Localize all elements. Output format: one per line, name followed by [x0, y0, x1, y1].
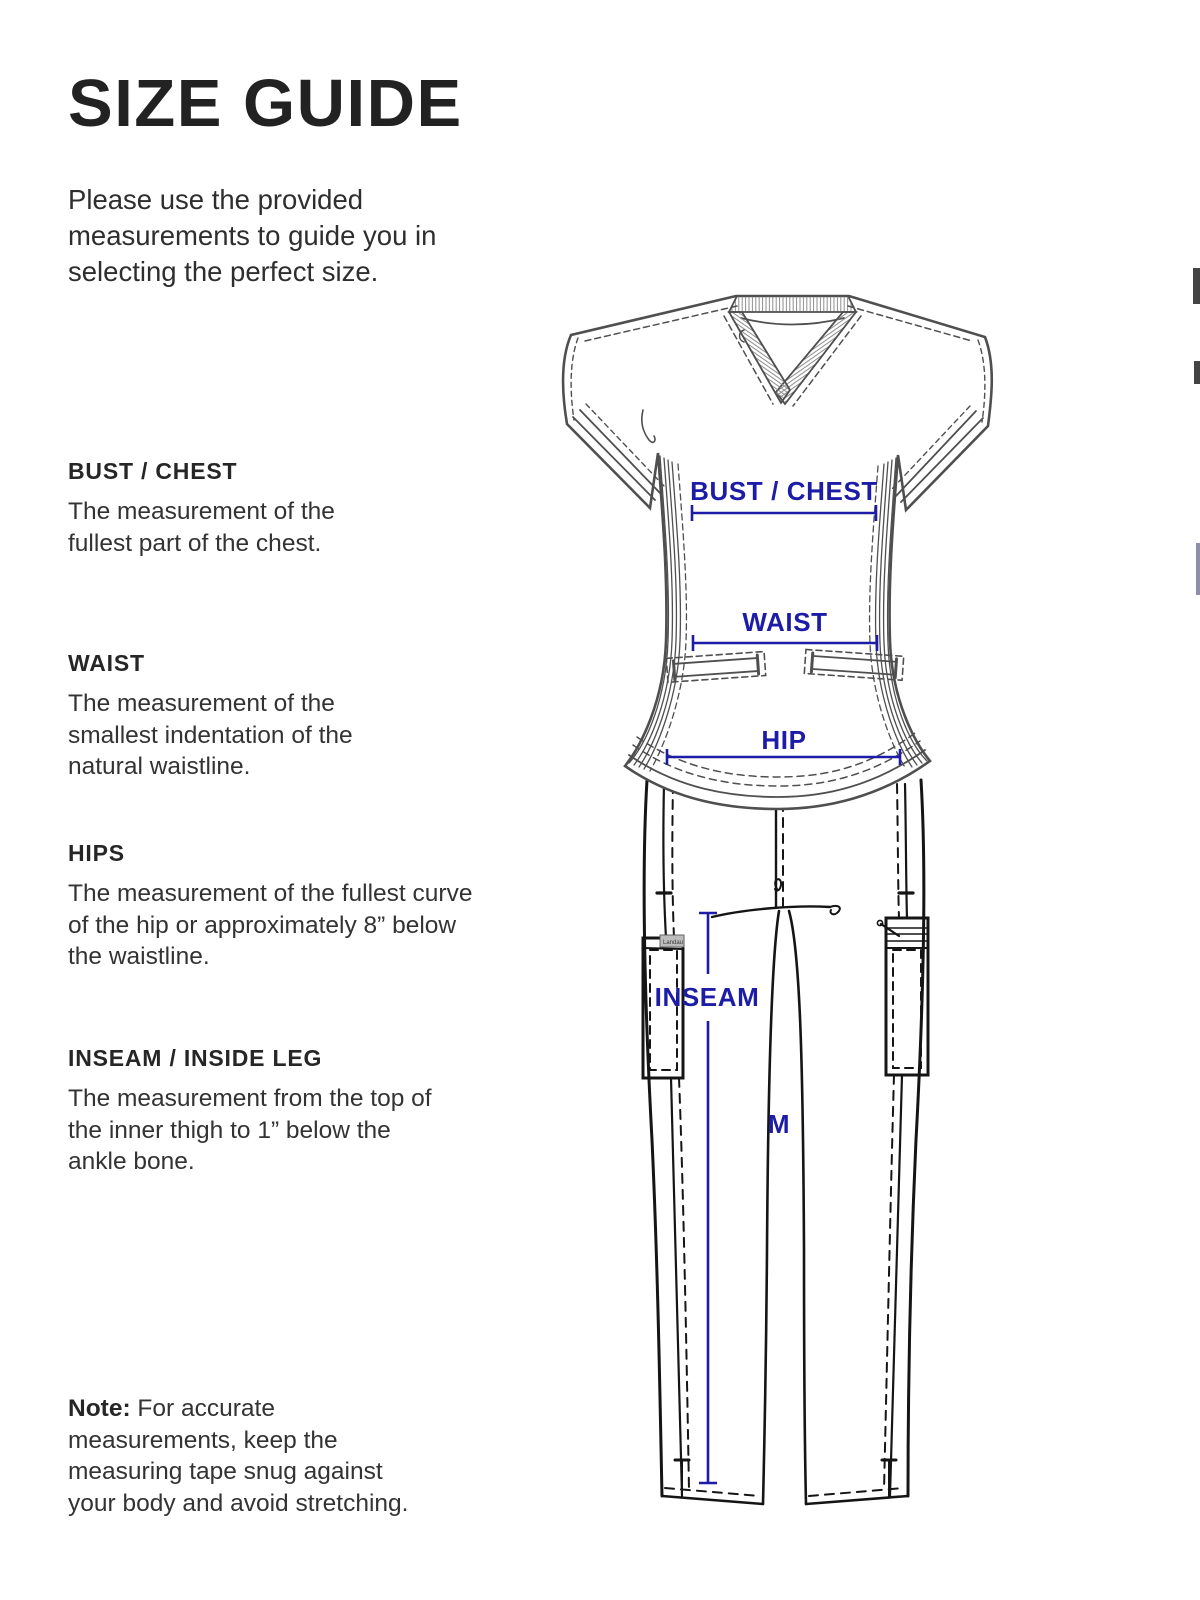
hip-measure-label: HIP	[761, 725, 807, 755]
size-letter-label: M	[767, 1109, 791, 1139]
clipped-content-right-edge	[1193, 268, 1200, 304]
note-text	[68, 1393, 420, 1519]
section-bust-chest	[68, 458, 398, 559]
right-cargo-pocket	[877, 918, 928, 1075]
scrubs-size-diagram	[540, 270, 1010, 1530]
clipped-content-right-edge	[1194, 361, 1200, 384]
section-body: The measurement of the smallest indentation of the natural waistline.	[68, 690, 353, 780]
page-title: SIZE GUIDE	[68, 66, 463, 141]
section-heading: INSEAM / INSIDE LEG	[68, 1045, 323, 1071]
note-label: Note:	[68, 1395, 131, 1422]
scrub-pants-drawing	[643, 780, 928, 1504]
section-waist	[68, 650, 413, 783]
clipped-content-right-edge	[1196, 543, 1200, 595]
inseam-measure-label: INSEAM	[654, 982, 760, 1012]
section-body: The measurement of the fullest part of the chest.	[68, 498, 335, 557]
bust-measure-label: BUST / CHEST	[690, 476, 878, 506]
intro-text: Please use the provided measurements to guide you in selecting the perfect size.	[68, 184, 437, 287]
note-body: For accurate measurements, keep the measuring tape snug against your body and avoid stretching.	[68, 1395, 409, 1517]
pocket-brand-tag: Landau	[663, 940, 684, 946]
section-heading: WAIST	[68, 650, 145, 676]
section-body: The measurement of the fullest curve of the hip or approximately 8” below the waistline.	[68, 880, 473, 970]
section-heading: BUST / CHEST	[68, 458, 238, 484]
section-inseam	[68, 1045, 440, 1178]
waist-measure-label: WAIST	[742, 607, 828, 637]
section-body: The measurement from the top of the inner thigh to 1” below the ankle bone.	[68, 1085, 432, 1175]
section-hips	[68, 840, 480, 973]
section-heading: HIPS	[68, 840, 125, 866]
